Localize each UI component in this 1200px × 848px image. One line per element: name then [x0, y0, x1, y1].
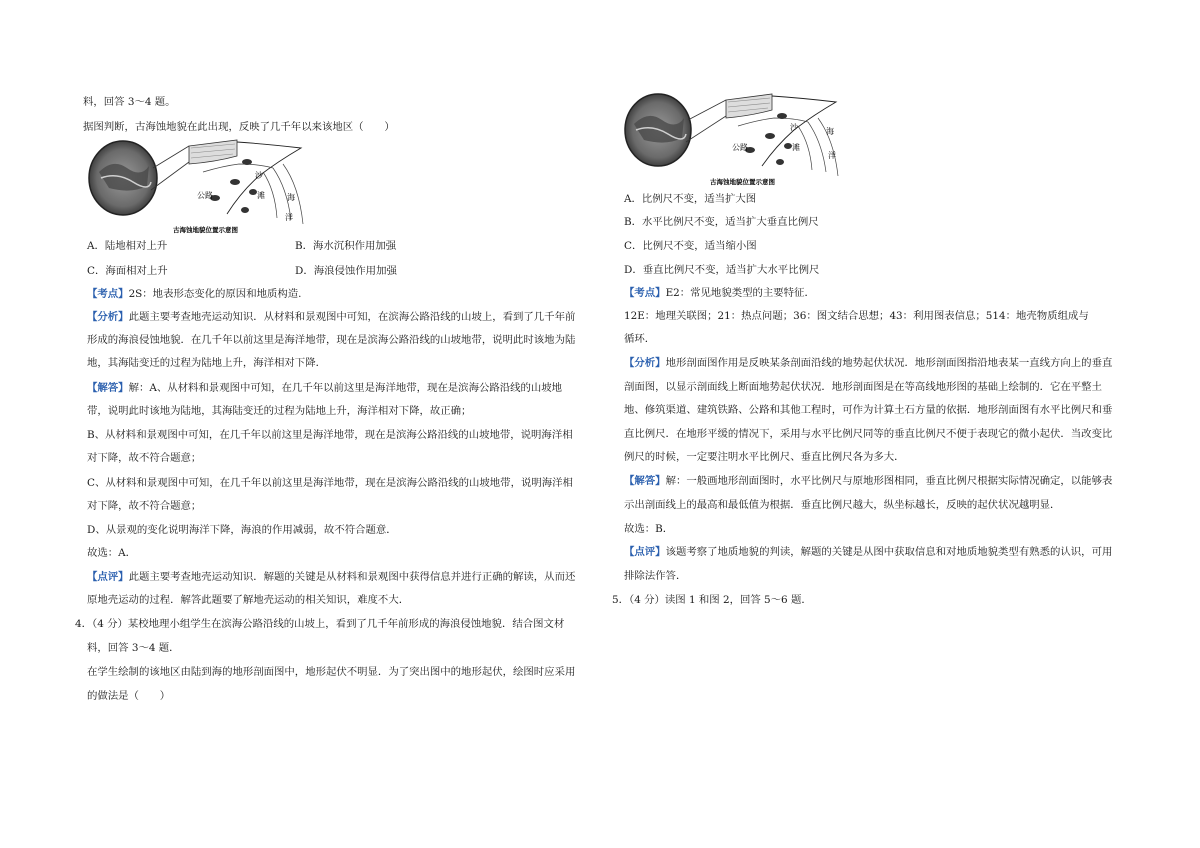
dianping-tag: 【点评】 [624, 546, 666, 558]
jieda-text: 解：A、从材料和景观图中可知，在几千年以前这里是海洋地带，现在是滨海公路沿线的山坡地 [128, 382, 563, 394]
text-line: D、从景观的变化说明海洋下降，海浪的作用减弱，故不符合题意． [87, 524, 397, 536]
figure-caption: 古海蚀地貌位置示意图 [173, 226, 238, 234]
dianping-text: 该题考察了地质地貌的判读，解题的关键是从图中获取信息和对地质地貌类型有熟悉的认识，可用 [665, 546, 1113, 558]
text-line: 示出剖面线上的最高和最低值为根据．垂直比例尺越大，纵坐标越长，反映的起伏状况越明显． [624, 499, 1061, 511]
text-line: 故选：B． [624, 523, 674, 535]
fenxi-text: 地形剖面图作用是反映某条剖面沿线的地势起伏状况．地形剖面图指沿地表某一直线方向上的垂直 [665, 357, 1113, 369]
jieda-tag: 【解答】 [624, 475, 666, 487]
fenxi-text: 此题主要考查地壳运动知识．从材料和景观图中可知，在滨海公路沿线的山坡上，看到了几千年前 [128, 311, 576, 323]
jieda-line [624, 474, 1112, 488]
text-line: 剖面图，以显示剖面线上断面地势起伏状况．地形剖面图是在等高线地形图的基础上绘制的．它在平整土 [624, 381, 1102, 393]
dianping-line [624, 545, 1112, 559]
dianping-line [87, 570, 575, 584]
text-line: 地、修筑渠道、建筑铁路、公路和其他工程时，可作为计算土石方量的依据．地形剖面图有水平比例尺和垂 [624, 404, 1113, 416]
kaodian-line [87, 287, 301, 301]
kaodian-tag: 【考点】 [87, 288, 129, 300]
text-line: 料，回答 3～4 题。 [83, 96, 176, 108]
text-line: 带，说明此时该地为陆地，其海陆变迁的过程为陆地上升，海洋相对下降，故正确； [87, 405, 472, 417]
coastal-erosion-figure [622, 92, 852, 188]
text-line: 对下降，故不符合题意； [87, 500, 202, 512]
option-d[interactable]: D．垂直比例尺不变，适当扩大水平比例尺 [624, 264, 820, 276]
question-4: 4．（4 分）某校地理小组学生在滨海公路沿线的山坡上，看到了几千年前形成的海浪侵蚀地貌．结合图文材 [75, 618, 565, 630]
text-line: 对下降，故不符合题意； [87, 452, 202, 464]
text-line: 在学生绘制的该地区由陆到海的地形剖面图中，地形起伏不明显．为了突出图中的地形起伏，绘图时应采用 [87, 666, 576, 678]
label-beach: 滩 [257, 191, 265, 200]
figure-caption: 古海蚀地貌位置示意图 [710, 178, 775, 186]
text-line: 故选：A． [87, 547, 137, 559]
text-line: 排除法作答． [624, 570, 687, 582]
jieda-text: 解：一般画地形剖面图时，水平比例尺与原地形图相同，垂直比例尺根据实际情况确定，以能够表 [665, 475, 1113, 487]
option-c[interactable]: C．海面相对上升 [87, 265, 168, 277]
jieda-tag: 【解答】 [87, 382, 129, 394]
option-a[interactable]: A．比例尺不变，适当扩大图 [624, 193, 757, 205]
text-line: 的做法是（ ） [87, 690, 171, 702]
text-line: 料，回答 3～4 题． [87, 642, 180, 654]
text-line: 形成的海浪侵蚀地貌．在几千年以前这里是海洋地带，现在是滨海公路沿线的山坡地带，说明此时该地为陆 [87, 334, 576, 346]
dianping-text: 此题主要考查地壳运动知识．解题的关键是从材料和景观图中获得信息并进行正确的解读，从而还 [128, 571, 576, 583]
option-d[interactable]: D．海浪侵蚀作用加强 [295, 265, 397, 277]
option-c[interactable]: C．比例尺不变，适当缩小图 [624, 240, 757, 252]
fenxi-tag: 【分析】 [624, 357, 666, 369]
fenxi-line [624, 356, 1112, 370]
kaodian-tag: 【考点】 [624, 287, 666, 299]
text-line: 直比例尺．在地形平缓的情况下，采用与水平比例尺同等的垂直比例尺不便于表现它的微小起伏．当改变比 [624, 428, 1113, 440]
label-sand: 沙 [790, 123, 798, 132]
fenxi-line [87, 310, 575, 324]
label-sea: 海 [826, 127, 834, 136]
jieda-line [87, 381, 562, 395]
kaodian-line [624, 286, 815, 300]
fenxi-tag: 【分析】 [87, 311, 129, 323]
text-line: 12E：地理关联图；21：热点问题；36：图文结合思想；43：利用图表信息；514：地壳物质组成与 [624, 310, 1089, 322]
option-b[interactable]: B．海水沉积作用加强 [295, 240, 397, 252]
text-line: B、从材料和景观图中可知，在几千年以前这里是海洋地带，现在是滨海公路沿线的山坡地带，说明海洋相 [87, 429, 573, 441]
text-line: 地，其海陆变迁的过程为陆地上升，海洋相对下降． [87, 357, 326, 369]
text-line: 循环． [624, 333, 656, 345]
label-sea: 海 [287, 193, 295, 202]
question-stem: 据图判断，古海蚀地貌在此出现，反映了几千年以来该地区（ ） [83, 121, 395, 133]
label-ocean: 洋 [285, 213, 293, 222]
text-line: 例尺的时候，一定要注明水平比例尺、垂直比例尺各为多大． [624, 451, 905, 463]
kaodian-text: 2S：地表形态变化的原因和地质构造. [128, 288, 302, 300]
label-road: 公路 [197, 191, 213, 200]
text-line: C、从材料和景观图中可知，在几千年以前这里是海洋地带，现在是滨海公路沿线的山坡地带，说明海洋相 [87, 477, 573, 489]
label-sand: 沙 [255, 171, 263, 180]
option-b[interactable]: B．水平比例尺不变，适当扩大垂直比例尺 [624, 216, 819, 228]
label-road: 公路 [732, 143, 748, 152]
text-line: 原地壳运动的过程．解答此题要了解地壳运动的相关知识，难度不大． [87, 594, 410, 606]
question-5: 5．（4 分）读图 1 和图 2，回答 5～6 题． [612, 594, 812, 606]
label-ocean: 洋 [828, 151, 836, 160]
option-a[interactable]: A．陆地相对上升 [87, 240, 168, 252]
kaodian-text: E2：常见地貌类型的主要特征． [665, 287, 815, 299]
dianping-tag: 【点评】 [87, 571, 129, 583]
coastal-erosion-figure [87, 138, 317, 238]
label-beach: 滩 [792, 143, 800, 152]
